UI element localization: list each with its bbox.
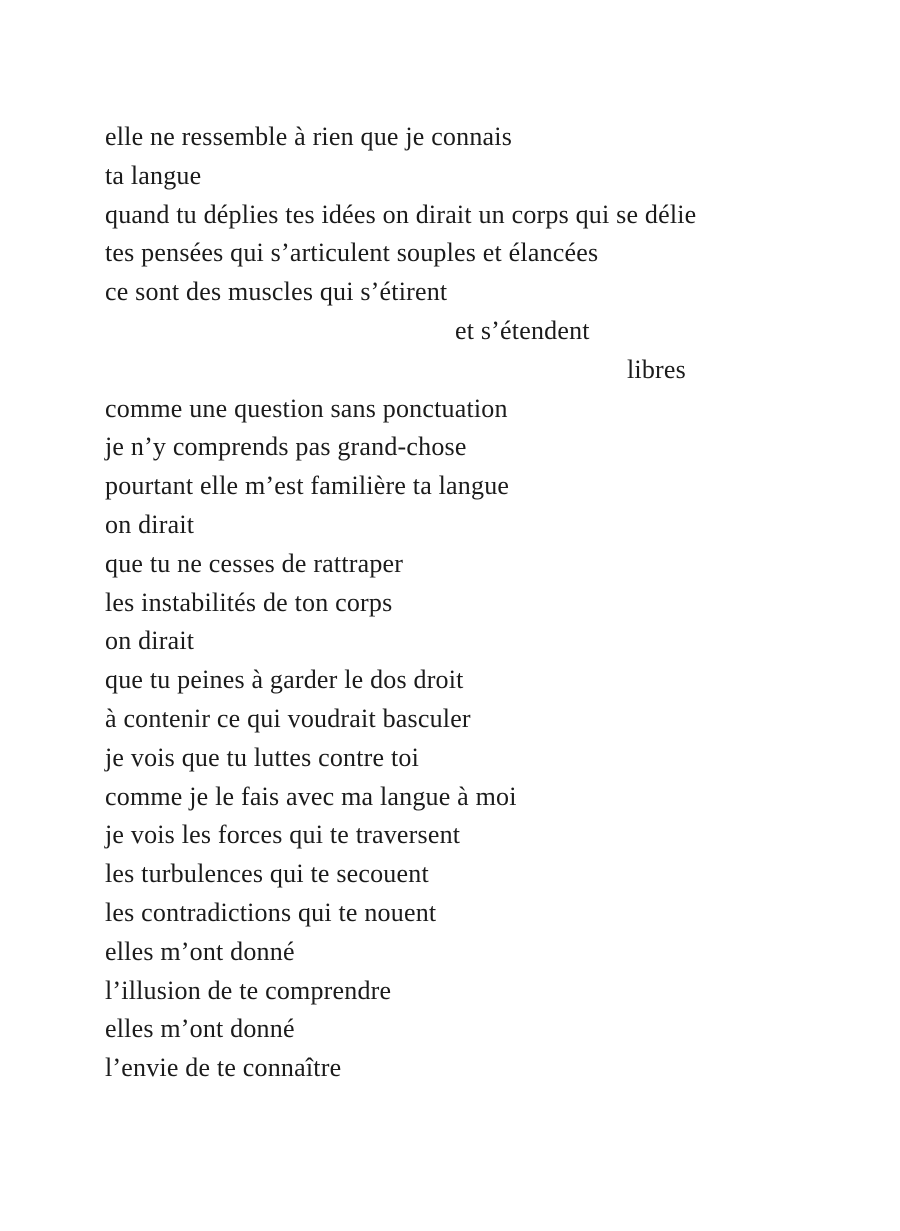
poem-line: elle ne ressemble à rien que je connais: [105, 122, 513, 151]
poem-line: je vois les forces qui te traversent: [105, 820, 461, 850]
poem-line: comme une question sans ponctuation: [105, 393, 508, 423]
poem-line: ce sont des muscles qui s’étirent: [105, 277, 448, 307]
poem-line: l’envie de te connaître: [105, 1053, 342, 1083]
poem-line: que tu ne cesses de rattraper: [105, 548, 404, 578]
poem-line: que tu peines à garder le dos droit: [105, 665, 464, 695]
poem-line: elles m’ont donné: [105, 936, 295, 966]
poem-line: libres: [627, 354, 686, 384]
poem-line: comme je le fais avec ma langue à moi: [105, 781, 517, 811]
poem-line: les turbulences qui te secouent: [105, 859, 429, 889]
poem-line: les instabilités de ton corps: [105, 587, 393, 617]
poem-line: pourtant elle m’est familière ta langue: [105, 471, 510, 501]
poem-line: on dirait: [105, 509, 195, 539]
poem-line: elles m’ont donné: [105, 1014, 295, 1044]
poem-line: je n’y comprends pas grand-chose: [105, 432, 467, 462]
poem-line: les contradictions qui te nouent: [105, 897, 437, 927]
poem-line: je vois que tu luttes contre toi: [105, 742, 420, 772]
poem-line: à contenir ce qui voudrait basculer: [105, 703, 471, 733]
poem-line: ta langue: [105, 160, 202, 190]
poem-line: tes pensées qui s’articulent souples et élancées: [105, 238, 599, 268]
poem-text-block: [105, 118, 860, 1088]
poem-line: l’illusion de te comprendre: [105, 975, 392, 1005]
poem-line: et s’étendent: [455, 315, 590, 345]
poem-line: on dirait: [105, 626, 195, 656]
poem-line: quand tu déplies tes idées on dirait un corps qui se délie: [105, 199, 697, 229]
